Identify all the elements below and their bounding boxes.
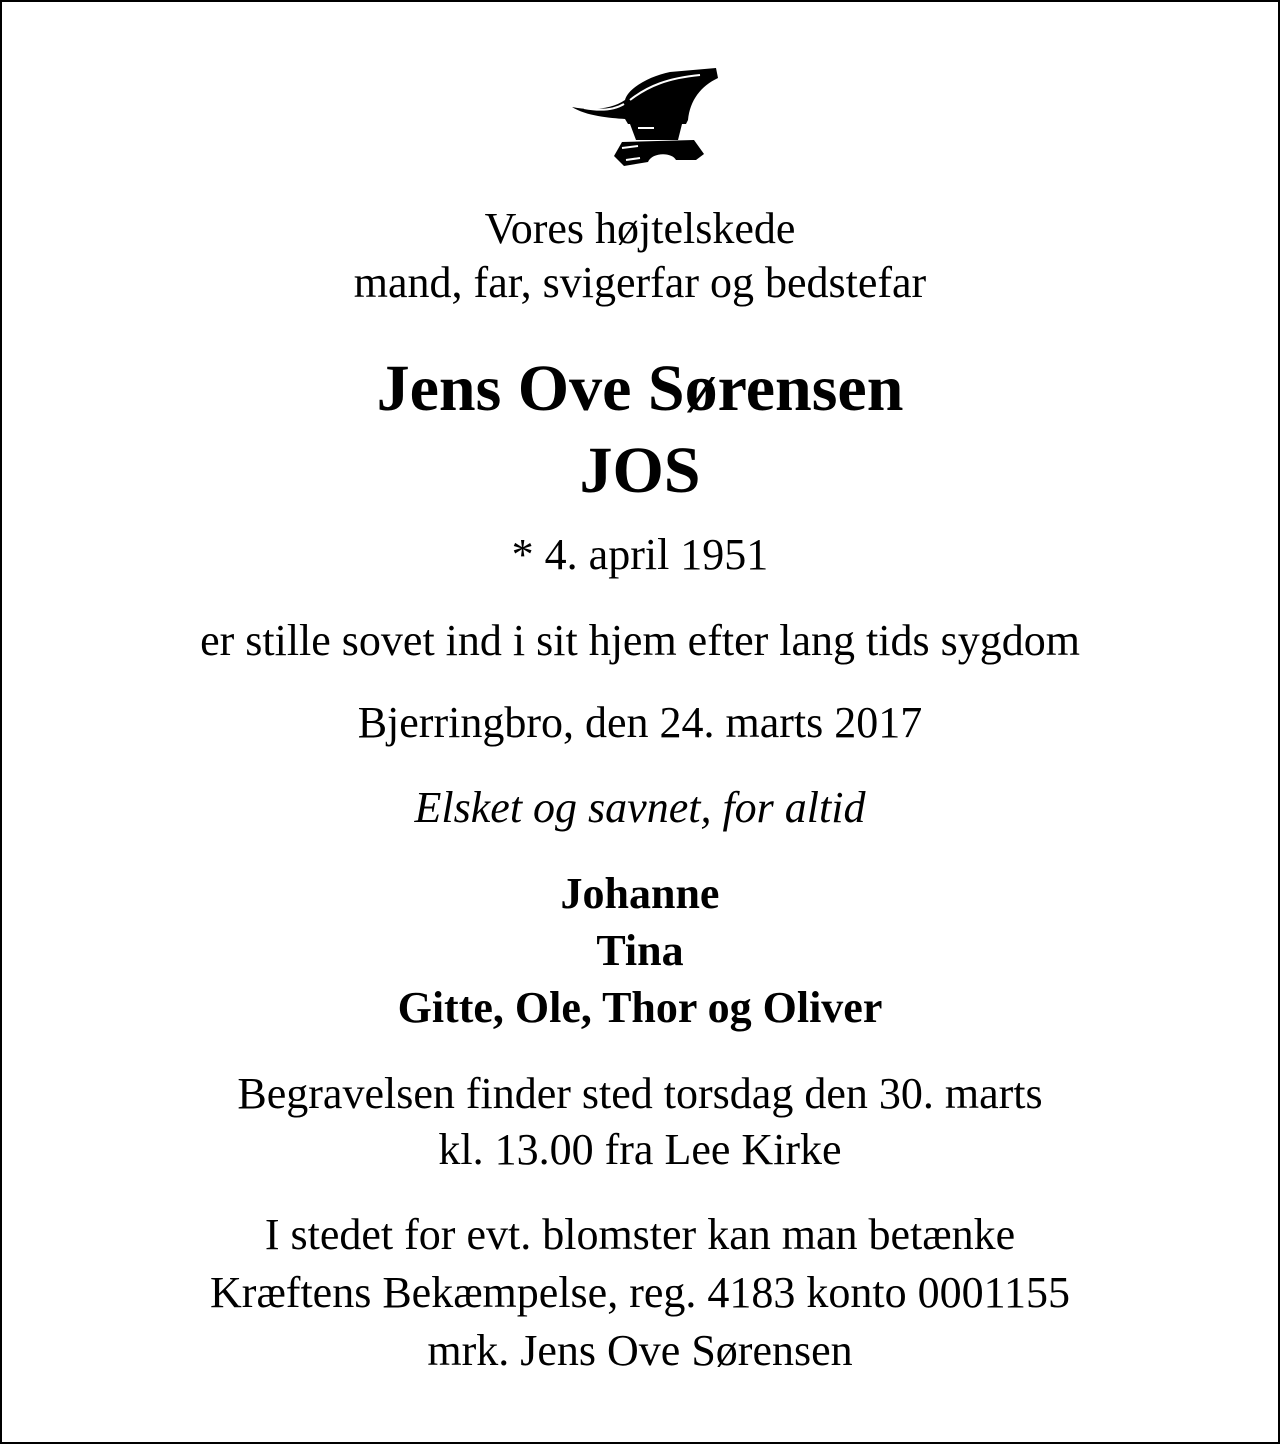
donation-line-3: mrk. Jens Ove Sørensen xyxy=(427,1326,853,1375)
family-member: Tina xyxy=(596,926,684,975)
intro-line-1: Vores højtelskede xyxy=(484,204,796,253)
birth-date: * 4. april 1951 xyxy=(511,530,769,579)
donation-line-2: Kræftens Bekæmpelse, reg. 4183 konto 0001155 xyxy=(210,1268,1070,1317)
deceased-name xyxy=(2,348,1278,512)
place-and-date: Bjerringbro, den 24. marts 2017 xyxy=(357,698,923,747)
donation-line-1: I stedet for evt. blomster kan man betænke xyxy=(264,1210,1016,1259)
funeral-line-2: kl. 13.00 fra Lee Kirke xyxy=(438,1125,842,1174)
funeral-info xyxy=(2,1066,1278,1178)
donation-info xyxy=(2,1206,1278,1380)
sentiment-text: Elsket og savnet, for altid xyxy=(414,783,866,832)
family-list xyxy=(2,865,1278,1036)
family-member: Gitte, Ole, Thor og Oliver xyxy=(397,983,883,1032)
intro-text xyxy=(2,202,1278,310)
anvil-icon xyxy=(566,64,720,174)
funeral-line-1: Begravelsen finder sted torsdag den 30. marts xyxy=(237,1069,1043,1118)
nickname: JOS xyxy=(579,434,701,507)
intro-line-2: mand, far, svigerfar og bedstefar xyxy=(353,258,927,307)
full-name: Jens Ove Sørensen xyxy=(376,352,904,425)
passing-text: er stille sovet ind i sit hjem efter lang tids sygdom xyxy=(200,616,1080,665)
family-member: Johanne xyxy=(560,869,720,918)
